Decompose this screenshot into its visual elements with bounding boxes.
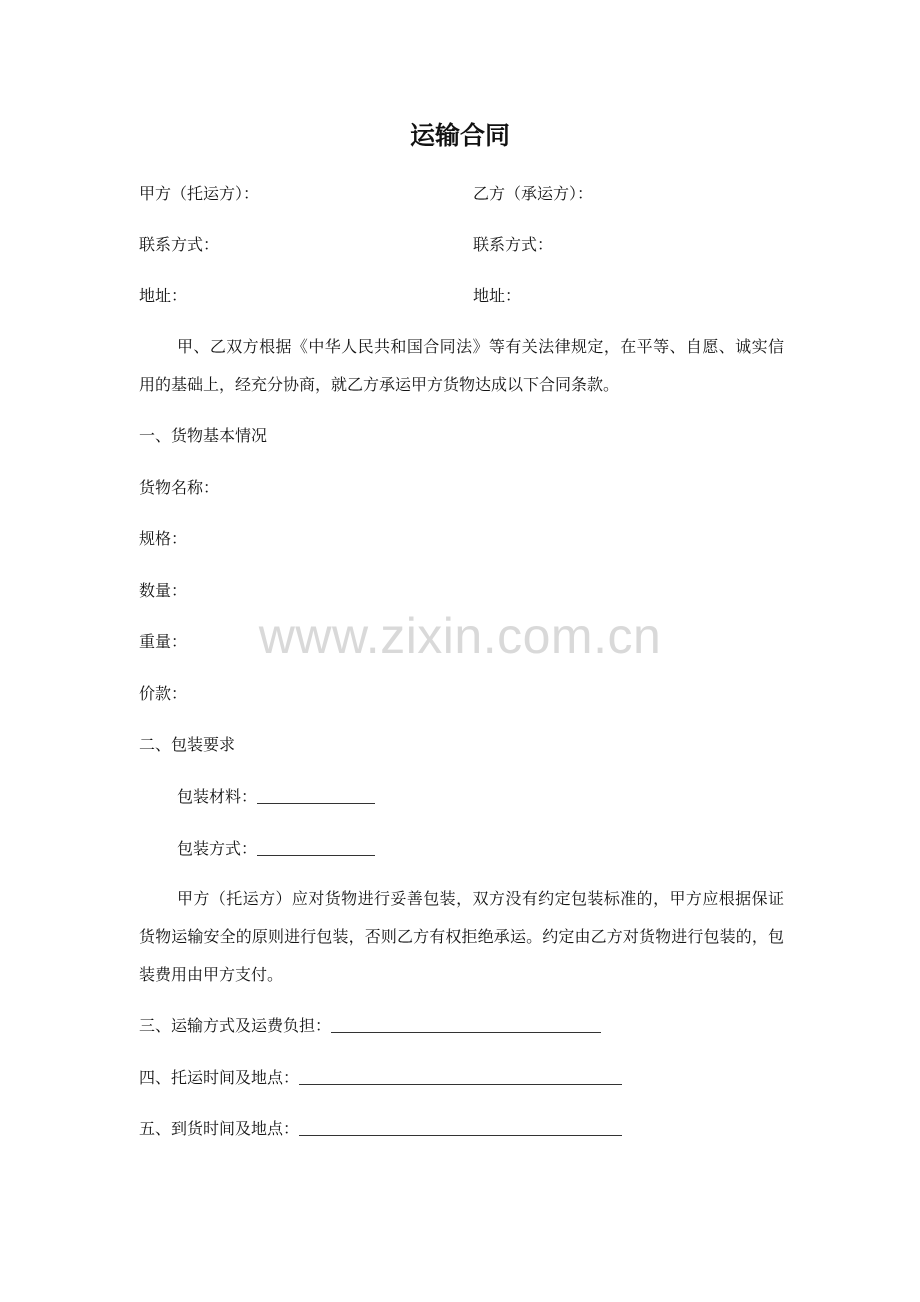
quantity-label: 数量：: [139, 581, 188, 600]
section4-blank: [299, 1066, 622, 1085]
intro-paragraph: 甲、乙双方根据《中华人民共和国合同法》等有关法律规定，在平等、自愿、诚实信用的基础上，经充分协商，就乙方承运甲方货物达成以下合同条款。: [139, 337, 784, 394]
section4-label: 四、托运时间及地点：: [139, 1068, 300, 1087]
section5-blank: [299, 1117, 622, 1136]
packaging-material-blank: [257, 785, 375, 804]
goods-name-label: 货物名称：: [139, 478, 220, 497]
packaging-paragraph: 甲方（托运方）应对货物进行妥善包装，双方没有约定包装标准的，甲方应根据保证货物运输安全的原则进行包装，否则乙方有权拒绝承运。约定由乙方对货物进行包装的，包装费用由甲方支付。: [139, 889, 784, 984]
packaging-method-label: 包装方式：: [177, 839, 258, 858]
packaging-material-row: [177, 783, 375, 811]
section4-row: [139, 1064, 622, 1092]
contact-b-label: 联系方式：: [473, 235, 554, 254]
section3-row: [139, 1012, 601, 1040]
party-b-label: 乙方（承运方）：: [473, 184, 594, 203]
packaging-method-row: [177, 835, 375, 863]
packaging-material-label: 包装材料：: [177, 787, 258, 806]
section1-heading: 一、货物基本情况: [139, 426, 268, 445]
watermark: www.zixin.com.cn: [258, 608, 662, 664]
section3-blank: [331, 1014, 601, 1033]
address-b-label: 地址：: [473, 286, 522, 305]
section5-row: [139, 1115, 622, 1143]
price-label: 价款：: [139, 684, 188, 703]
document-title: 运输合同: [409, 121, 510, 150]
weight-label: 重量：: [139, 632, 188, 651]
section3-label: 三、运输方式及运费负担：: [139, 1016, 332, 1035]
contact-a-label: 联系方式：: [139, 235, 220, 254]
section5-label: 五、到货时间及地点：: [139, 1119, 300, 1138]
section2-heading: 二、包装要求: [139, 735, 236, 754]
address-a-label: 地址：: [139, 286, 188, 305]
spec-label: 规格：: [139, 529, 188, 548]
party-a-label: 甲方（托运方）：: [139, 184, 260, 203]
packaging-method-blank: [257, 837, 375, 856]
